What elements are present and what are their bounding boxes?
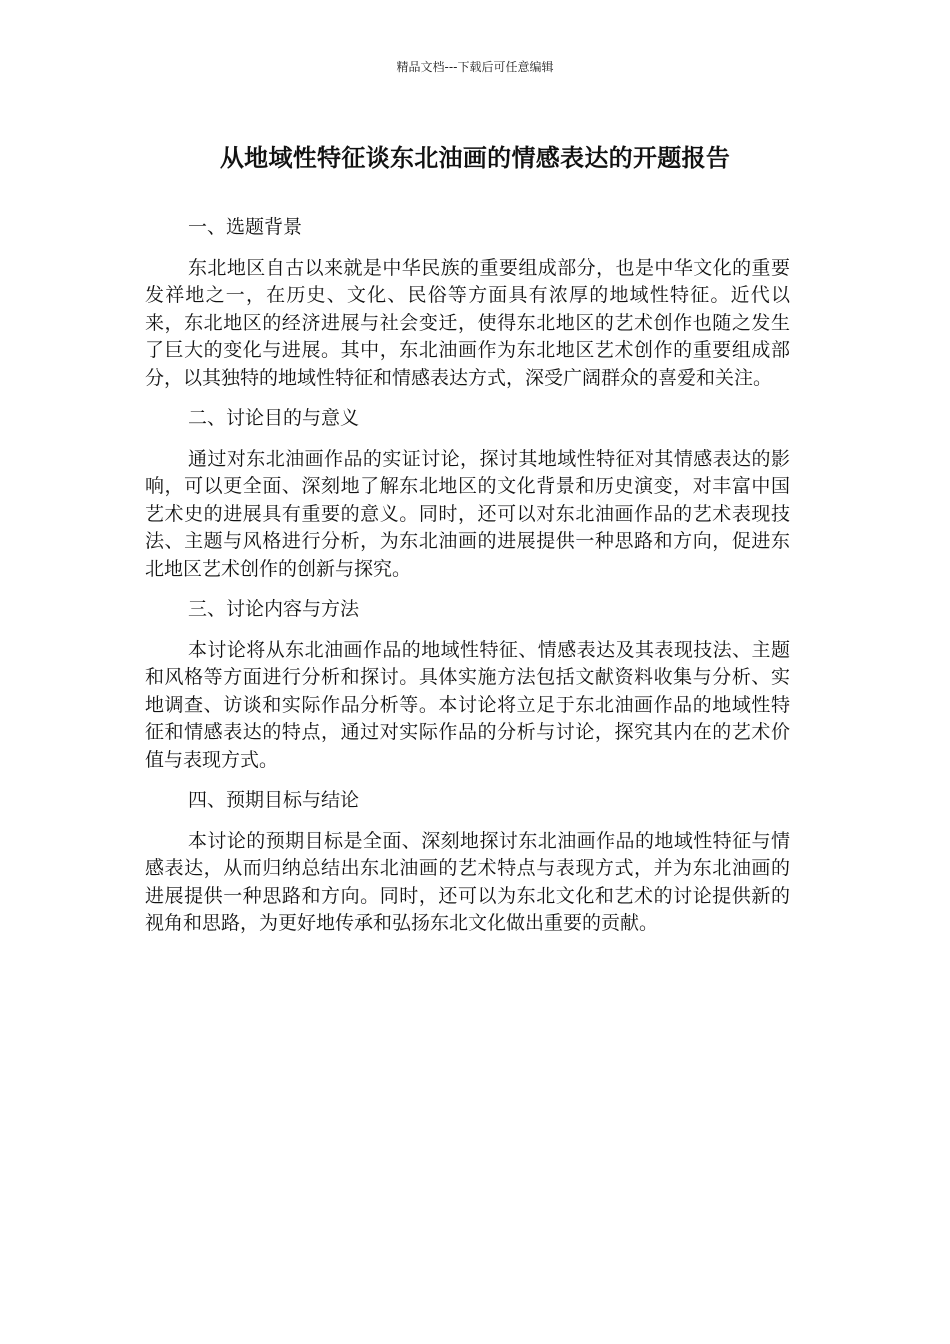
section-purpose [145, 405, 790, 583]
document-body [145, 214, 790, 951]
section-background [145, 214, 790, 392]
section-content-method [145, 596, 790, 774]
document-title: 从地域性特征谈东北油画的情感表达的开题报告 [219, 144, 731, 172]
section-heading: 四、预期目标与结论 [188, 789, 360, 811]
section-paragraph: 本讨论将从东北油画作品的地域性特征、情感表达及其表现技法、主题和风格等方面进行分析和探讨。具体实施方法包括文献资料收集与分析、实地调查、访谈和实际作品分析等。本讨论将立足于东北油画作品的地域性特征和情感表达的特点，通过对实际作品的分析与讨论，探究其内在的艺术价值与表现方式。 [145, 638, 790, 771]
section-paragraph: 通过对东北油画作品的实证讨论，探讨其地域性特征对其情感表达的影响，可以更全面、深刻地了解东北地区的文化背景和历史演变，对丰富中国艺术史的进展具有重要的意义。同时，还可以对东北油画作品的艺术表现技法、主题与风格进行分析，为东北油画的进展提供一种思路和方向，促进东北地区艺术创作的创新与探究。 [145, 447, 790, 580]
section-paragraph: 东北地区自古以来就是中华民族的重要组成部分，也是中华文化的重要发祥地之一，在历史、文化、民俗等方面具有浓厚的地域性特征。近代以来，东北地区的经济进展与社会变迁，使得东北地区的艺术创作也随之发生了巨大的变化与进展。其中，东北油画作为东北地区艺术创作的重要组成部分，以其独特的地域性特征和情感表达方式，深受广阔群众的喜爱和关注。 [145, 256, 790, 389]
section-heading: 二、讨论目的与意义 [188, 407, 360, 429]
section-expected-goals [145, 787, 790, 938]
section-heading: 三、讨论内容与方法 [188, 598, 360, 620]
page-header-note: 精品文档---下载后可任意编辑 [396, 60, 554, 74]
section-paragraph: 本讨论的预期目标是全面、深刻地探讨东北油画作品的地域性特征与情感表达，从而归纳总结出东北油画的艺术特点与表现方式，并为东北油画的进展提供一种思路和方向。同时，还可以为东北文化和艺术的讨论提供新的视角和思路，为更好地传承和弘扬东北文化做出重要的贡献。 [145, 829, 790, 934]
section-heading: 一、选题背景 [188, 216, 303, 238]
